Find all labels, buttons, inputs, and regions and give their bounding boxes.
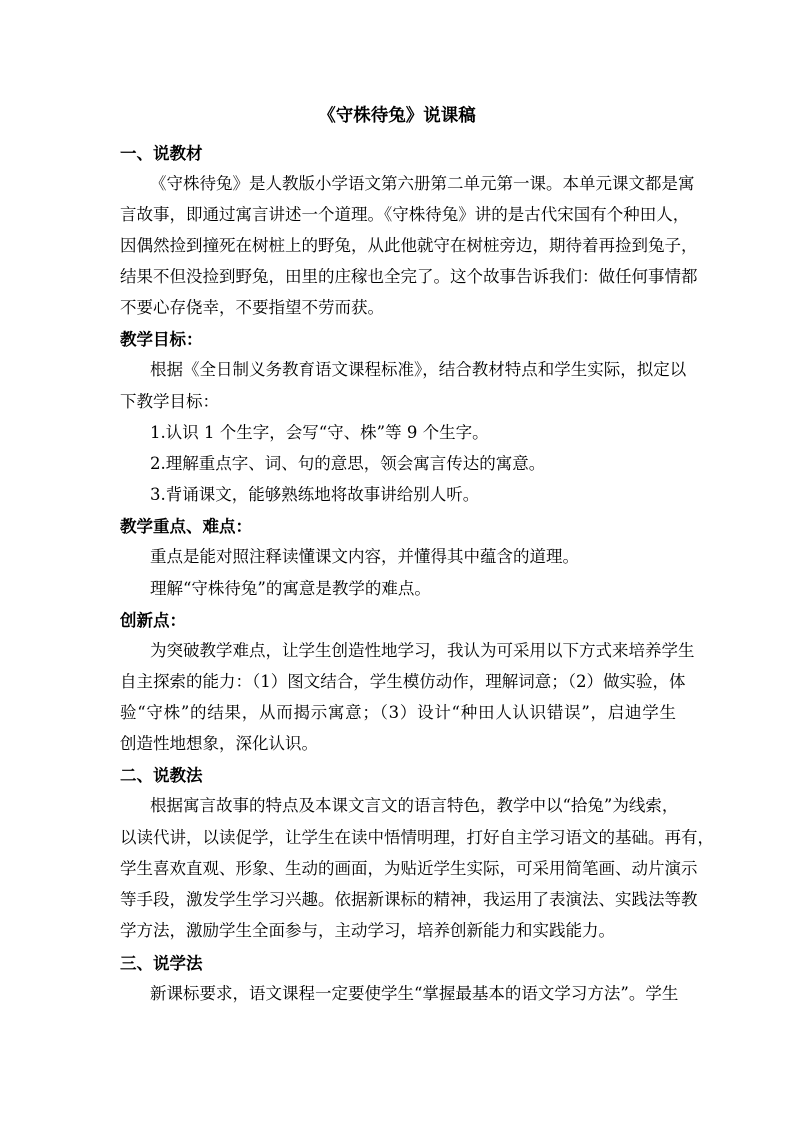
paragraph-line: 因偶然捡到撞死在树桩上的野兔，从此他就守在树桩旁边，期待着再捡到兔子， (120, 236, 698, 255)
goal-item: 3.背诵课文，能够熟练地将故事讲给别人听。 (150, 485, 480, 504)
paragraph-line: 为突破教学难点，让学生创造性地学习，我认为可采用以下方式来培养学生 (150, 641, 695, 660)
paragraph-line: 理解“守株待兔”的寓意是教学的难点。 (150, 579, 431, 598)
section-heading-teaching-methods: 二、说教法 (120, 766, 203, 785)
paragraph-line: 结果不但没捡到野兔，田里的庄稼也全完了。这个故事告诉我们：做任何事情都 (120, 267, 698, 286)
paragraph-line: 创造性地想象，深化认识。 (120, 734, 318, 753)
paragraph-line: 新课标要求，语文课程一定要使学生“掌握最基本的语文学习方法”。学生 (150, 984, 679, 1003)
section-heading-teaching-goals: 教学目标： (120, 330, 203, 349)
paragraph-line: 《守株待兔》是人教版小学语文第六册第二单元第一课。本单元课文都是寓 (150, 174, 695, 193)
section-heading-key-points: 教学重点、难点： (120, 517, 252, 536)
paragraph-line: 言故事，即通过寓言讲述一个道理。《守株待兔》讲的是古代宋国有个种田人， (120, 205, 690, 224)
document-title: 《守株待兔》说课稿 (318, 106, 476, 126)
paragraph-line: 根据寓言故事的特点及本课文言文的语言特色，教学中以“拾兔”为线索， (150, 796, 679, 815)
paragraph-line: 重点是能对照注释读懂课文内容，并懂得其中蕴含的道理。 (150, 547, 579, 566)
paragraph-line: 下教学目标： (120, 392, 219, 411)
section-heading-innovation: 创新点： (120, 611, 186, 630)
paragraph-line: 自主探索的能力：（1）图文结合，学生模仿动作，理解词意；（2）做实验，体 (120, 672, 686, 691)
paragraph-line: 学方法，激励学生全面参与，主动学习，培养创新能力和实践能力。 (120, 921, 615, 940)
paragraph-line: 不要心存侥幸，不要指望不劳而获。 (120, 298, 384, 317)
paragraph-line: 等手段，激发学生学习兴趣。依据新课标的精神，我运用了表演法、实践法等教 (120, 890, 698, 909)
paragraph-line: 验“守株”的结果，从而揭示寓意；（3）设计“种田人认识错误”，启迪学生 (120, 703, 676, 722)
section-heading-learning-methods: 三、说学法 (120, 954, 203, 973)
section-heading-textbook: 一、说教材 (120, 144, 203, 163)
goal-item: 2.理解重点字、词、句的意思，领会寓言传达的寓意。 (150, 454, 546, 473)
paragraph-line: 学生喜欢直观、形象、生动的画面，为贴近学生实际，可采用简笔画、动片演示 (120, 859, 698, 878)
goal-item: 1.认识 1 个生字，会写“守、株”等 9 个生字。 (150, 423, 489, 442)
paragraph-line: 根据《全日制义务教育语文课程标准》，结合教材特点和学生实际，拟定以 (150, 360, 687, 379)
paragraph-line: 以读代讲，以读促学，让学生在读中悟情明理，打好自主学习语文的基础。再有， (120, 828, 714, 847)
